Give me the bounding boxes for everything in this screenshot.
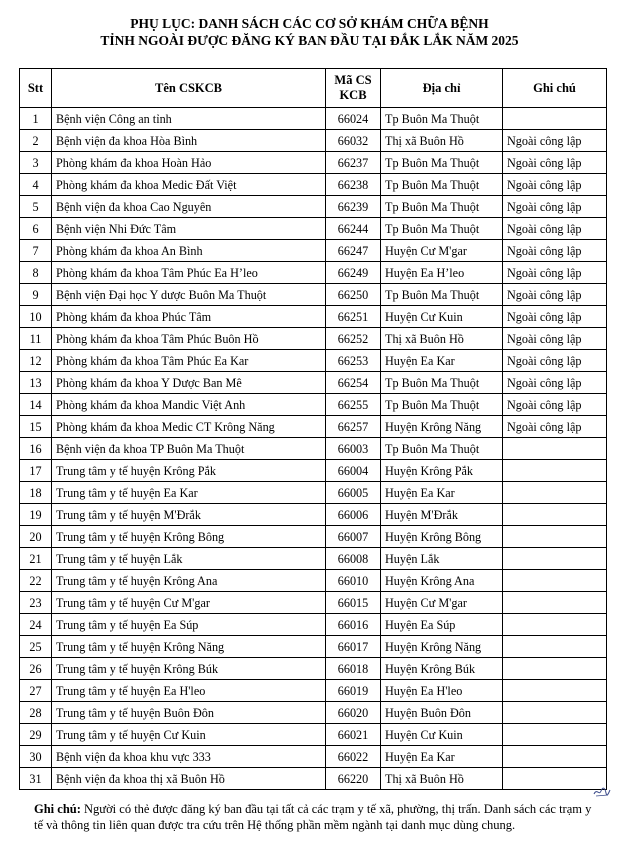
cell-stt: 27 [20, 680, 52, 702]
cell-stt: 9 [20, 284, 52, 306]
cell-name: Bệnh viện đa khoa Hòa Bình [52, 130, 326, 152]
table-row [20, 658, 607, 680]
table-header-row [20, 69, 607, 108]
cell-code: 66253 [326, 350, 381, 372]
cell-name: Bệnh viện Nhi Đức Tâm [52, 218, 326, 240]
table-row [20, 394, 607, 416]
cell-stt: 22 [20, 570, 52, 592]
cell-address: Huyện Buôn Đôn [381, 702, 503, 724]
cell-note [503, 438, 607, 460]
cell-address: Huyện Ea Súp [381, 614, 503, 636]
cell-note [503, 746, 607, 768]
cell-note: Ngoài công lập [503, 152, 607, 174]
cell-name: Phòng khám đa khoa Medic Đất Việt [52, 174, 326, 196]
cell-code: 66249 [326, 262, 381, 284]
cell-code: 66017 [326, 636, 381, 658]
cell-code: 66237 [326, 152, 381, 174]
table-row [20, 526, 607, 548]
cell-note [503, 526, 607, 548]
cell-code: 66251 [326, 306, 381, 328]
cell-stt: 7 [20, 240, 52, 262]
cell-name: Trung tâm y tế huyện Krông Bông [52, 526, 326, 548]
cell-address: Tp Buôn Ma Thuột [381, 108, 503, 130]
cell-code: 66010 [326, 570, 381, 592]
cell-code: 66015 [326, 592, 381, 614]
cell-code: 66008 [326, 548, 381, 570]
cell-code: 66257 [326, 416, 381, 438]
cell-code: 66238 [326, 174, 381, 196]
cell-name: Trung tâm y tế huyện Buôn Đôn [52, 702, 326, 724]
table-body [20, 108, 607, 790]
table-row [20, 262, 607, 284]
cell-address: Huyện Cư Kuin [381, 306, 503, 328]
table-row [20, 130, 607, 152]
table-row [20, 680, 607, 702]
header-stt: Stt [20, 69, 52, 108]
cell-address: Tp Buôn Ma Thuột [381, 372, 503, 394]
cell-name: Trung tâm y tế huyện Cư M'gar [52, 592, 326, 614]
header-note: Ghi chú [503, 69, 607, 108]
cell-name: Trung tâm y tế huyện Ea Kar [52, 482, 326, 504]
cell-note [503, 482, 607, 504]
cell-address: Huyện Lắk [381, 548, 503, 570]
table-row [20, 372, 607, 394]
header-code [326, 69, 381, 108]
cell-code: 66250 [326, 284, 381, 306]
cell-stt: 28 [20, 702, 52, 724]
cell-address: Tp Buôn Ma Thuột [381, 438, 503, 460]
cell-address: Thị xã Buôn Hồ [381, 130, 503, 152]
cell-name: Bệnh viện đa khoa TP Buôn Ma Thuột [52, 438, 326, 460]
cell-note: Ngoài công lập [503, 174, 607, 196]
cell-stt: 15 [20, 416, 52, 438]
cell-code: 66239 [326, 196, 381, 218]
cell-name: Trung tâm y tế huyện M'Đrắk [52, 504, 326, 526]
cell-note [503, 504, 607, 526]
cell-note [503, 768, 607, 790]
cell-name: Trung tâm y tế huyện Ea H'leo [52, 680, 326, 702]
table-row [20, 438, 607, 460]
table-row [20, 504, 607, 526]
cell-address: Thị xã Buôn Hồ [381, 328, 503, 350]
cell-stt: 8 [20, 262, 52, 284]
cell-address: Thị xã Buôn Hồ [381, 768, 503, 790]
cell-address: Tp Buôn Ma Thuột [381, 174, 503, 196]
cell-name: Phòng khám đa khoa Medic CT Krông Năng [52, 416, 326, 438]
document-title-line-2: TỈNH NGOÀI ĐƯỢC ĐĂNG KÝ BAN ĐẦU TẠI ĐẮK LẮK NĂM 2025 [100, 33, 519, 48]
cell-stt: 31 [20, 768, 52, 790]
cell-address: Huyện Krông Năng [381, 636, 503, 658]
cell-address: Huyện Ea Kar [381, 746, 503, 768]
cell-note: Ngoài công lập [503, 218, 607, 240]
header-code-line-2: KCB [339, 88, 367, 102]
cell-code: 66247 [326, 240, 381, 262]
footnote-label: Ghi chú: [34, 802, 81, 816]
cell-address: Tp Buôn Ma Thuột [381, 152, 503, 174]
cell-code: 66018 [326, 658, 381, 680]
cell-note: Ngoài công lập [503, 284, 607, 306]
cell-stt: 17 [20, 460, 52, 482]
table-row [20, 702, 607, 724]
cell-stt: 14 [20, 394, 52, 416]
cell-note: Ngoài công lập [503, 130, 607, 152]
cell-name: Phòng khám đa khoa Tâm Phúc Ea Kar [52, 350, 326, 372]
cell-code: 66016 [326, 614, 381, 636]
cell-stt: 18 [20, 482, 52, 504]
cell-address: Huyện Krông Ana [381, 570, 503, 592]
cell-address: Huyện Cư Kuin [381, 724, 503, 746]
cell-stt: 16 [20, 438, 52, 460]
cell-note [503, 658, 607, 680]
cell-note [503, 592, 607, 614]
table-row [20, 350, 607, 372]
cell-address: Huyện Ea H’leo [381, 262, 503, 284]
cell-name: Trung tâm y tế huyện Krông Pắk [52, 460, 326, 482]
cell-address: Huyện Cư M'gar [381, 240, 503, 262]
cell-stt: 12 [20, 350, 52, 372]
table-row [20, 240, 607, 262]
cell-address: Huyện Krông Năng [381, 416, 503, 438]
cell-name: Phòng khám đa khoa Mandic Việt Anh [52, 394, 326, 416]
table-row [20, 174, 607, 196]
table-row [20, 218, 607, 240]
cell-name: Trung tâm y tế huyện Cư Kuin [52, 724, 326, 746]
table-row [20, 548, 607, 570]
cell-stt: 19 [20, 504, 52, 526]
table-row [20, 768, 607, 790]
footnote [34, 801, 594, 833]
cell-note [503, 460, 607, 482]
cell-address: Huyện Cư M'gar [381, 592, 503, 614]
cell-name: Phòng khám đa khoa Hoàn Hảo [52, 152, 326, 174]
cell-name: Phòng khám đa khoa Phúc Tâm [52, 306, 326, 328]
cell-stt: 6 [20, 218, 52, 240]
cell-note [503, 702, 607, 724]
cell-name: Trung tâm y tế huyện Krông Năng [52, 636, 326, 658]
cell-name: Trung tâm y tế huyện Lắk [52, 548, 326, 570]
cell-note: Ngoài công lập [503, 196, 607, 218]
header-name: Tên CSKCB [52, 69, 326, 108]
cell-note: Ngoài công lập [503, 350, 607, 372]
cell-name: Phòng khám đa khoa Tâm Phúc Ea H’leo [52, 262, 326, 284]
cell-address: Huyện Krông Búk [381, 658, 503, 680]
cell-name: Phòng khám đa khoa An Bình [52, 240, 326, 262]
table-row [20, 724, 607, 746]
cell-stt: 29 [20, 724, 52, 746]
cell-name: Phòng khám đa khoa Y Dược Ban Mê [52, 372, 326, 394]
cell-address: Huyện Krông Pắk [381, 460, 503, 482]
cell-stt: 23 [20, 592, 52, 614]
cell-stt: 4 [20, 174, 52, 196]
table-row [20, 460, 607, 482]
signature-mark [593, 784, 611, 798]
cell-name: Trung tâm y tế huyện Ea Súp [52, 614, 326, 636]
document-title-line-1: PHỤ LỤC: DANH SÁCH CÁC CƠ SỞ KHÁM CHỮA BỆNH [130, 16, 489, 31]
cell-stt: 2 [20, 130, 52, 152]
cell-stt: 30 [20, 746, 52, 768]
cell-code: 66254 [326, 372, 381, 394]
table-row [20, 152, 607, 174]
cell-code: 66252 [326, 328, 381, 350]
table-row [20, 284, 607, 306]
cell-code: 66032 [326, 130, 381, 152]
cell-note: Ngoài công lập [503, 372, 607, 394]
cell-address: Huyện Krông Bông [381, 526, 503, 548]
cell-stt: 20 [20, 526, 52, 548]
cell-code: 66003 [326, 438, 381, 460]
cell-address: Tp Buôn Ma Thuột [381, 218, 503, 240]
table-row [20, 570, 607, 592]
cell-code: 66022 [326, 746, 381, 768]
cell-name: Bệnh viện Công an tỉnh [52, 108, 326, 130]
cell-code: 66004 [326, 460, 381, 482]
cell-code: 66021 [326, 724, 381, 746]
header-address: Địa chỉ [381, 69, 503, 108]
cell-address: Tp Buôn Ma Thuột [381, 284, 503, 306]
cell-stt: 3 [20, 152, 52, 174]
cell-note: Ngoài công lập [503, 328, 607, 350]
cell-stt: 10 [20, 306, 52, 328]
cell-code: 66020 [326, 702, 381, 724]
table-row [20, 482, 607, 504]
footnote-text: Người có thẻ được đăng ký ban đầu tại tất cả các trạm y tế xã, phường, thị trấn. Danh sách các trạm y tế và thông tin liên quan được tra cứu trên Hệ thống phần mềm ngành tại danh mục dùng chung. [34, 802, 592, 832]
cell-stt: 24 [20, 614, 52, 636]
cell-code: 66024 [326, 108, 381, 130]
cell-note: Ngoài công lập [503, 394, 607, 416]
cell-stt: 25 [20, 636, 52, 658]
cell-address: Huyện M'Đrắk [381, 504, 503, 526]
table-row [20, 592, 607, 614]
cell-stt: 11 [20, 328, 52, 350]
table-row [20, 416, 607, 438]
cell-address: Huyện Ea Kar [381, 350, 503, 372]
cell-note [503, 548, 607, 570]
cell-name: Trung tâm y tế huyện Krông Búk [52, 658, 326, 680]
header-code-line-1: Mã CS [334, 73, 372, 87]
cell-stt: 26 [20, 658, 52, 680]
table-row [20, 614, 607, 636]
cell-code: 66007 [326, 526, 381, 548]
cell-note [503, 570, 607, 592]
cell-note [503, 108, 607, 130]
cell-stt: 1 [20, 108, 52, 130]
table-row [20, 636, 607, 658]
cell-name: Bệnh viện Đại học Y dược Buôn Ma Thuột [52, 284, 326, 306]
cell-note: Ngoài công lập [503, 416, 607, 438]
table-row [20, 328, 607, 350]
table-row [20, 196, 607, 218]
cell-name: Bệnh viện đa khoa khu vực 333 [52, 746, 326, 768]
cell-note: Ngoài công lập [503, 306, 607, 328]
cell-name: Bệnh viện đa khoa Cao Nguyên [52, 196, 326, 218]
cell-code: 66006 [326, 504, 381, 526]
cell-address: Huyện Ea H'leo [381, 680, 503, 702]
facility-table [19, 68, 607, 790]
table-row [20, 306, 607, 328]
cell-stt: 5 [20, 196, 52, 218]
cell-note [503, 636, 607, 658]
cell-note: Ngoài công lập [503, 262, 607, 284]
cell-name: Bệnh viện đa khoa thị xã Buôn Hồ [52, 768, 326, 790]
table-row [20, 108, 607, 130]
cell-stt: 13 [20, 372, 52, 394]
cell-code: 66005 [326, 482, 381, 504]
cell-address: Huyện Ea Kar [381, 482, 503, 504]
cell-address: Tp Buôn Ma Thuột [381, 196, 503, 218]
cell-stt: 21 [20, 548, 52, 570]
cell-code: 66019 [326, 680, 381, 702]
cell-note [503, 614, 607, 636]
cell-note [503, 680, 607, 702]
cell-name: Phòng khám đa khoa Tâm Phúc Buôn Hồ [52, 328, 326, 350]
cell-address: Tp Buôn Ma Thuột [381, 394, 503, 416]
cell-note [503, 724, 607, 746]
cell-code: 66220 [326, 768, 381, 790]
cell-note: Ngoài công lập [503, 240, 607, 262]
table-row [20, 746, 607, 768]
cell-code: 66244 [326, 218, 381, 240]
cell-code: 66255 [326, 394, 381, 416]
cell-name: Trung tâm y tế huyện Krông Ana [52, 570, 326, 592]
